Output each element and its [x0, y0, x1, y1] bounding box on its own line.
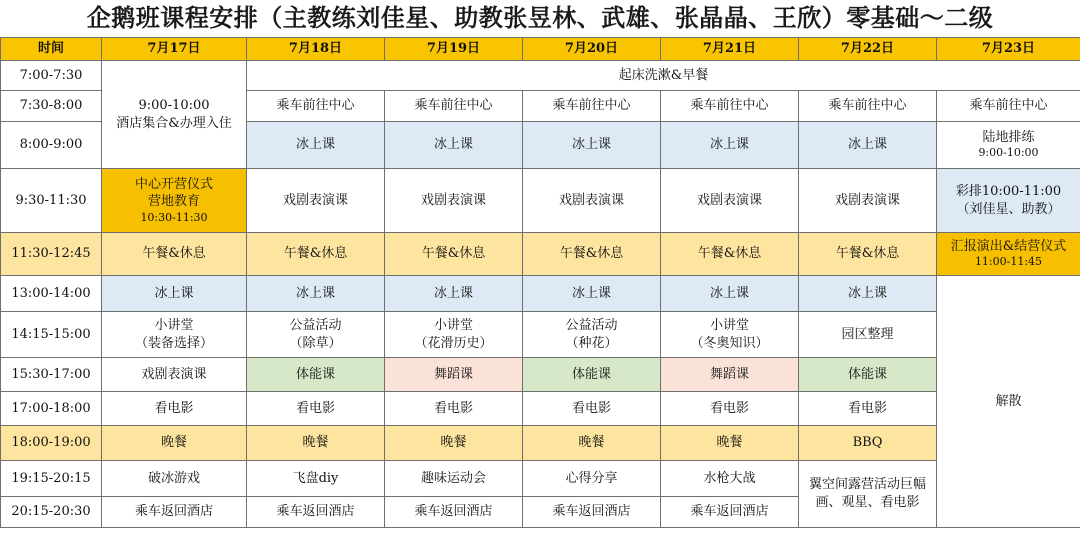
- cell-land-0723: [937, 122, 1080, 169]
- time-cell: 17:00-18:00: [1, 392, 102, 426]
- cell-ice-pm-0722: 冰上课: [799, 276, 937, 312]
- cell-night-0720: 心得分享: [523, 461, 661, 497]
- cell-show-0723: [937, 233, 1080, 276]
- time-cell: 19:15-20:15: [1, 461, 102, 497]
- cell-publicwelfare-0720: [523, 312, 661, 358]
- table-row: [1, 358, 1080, 392]
- cell-garden-0722: 园区整理: [799, 312, 937, 358]
- table-row: [1, 312, 1080, 358]
- cell-movie-0720: 看电影: [523, 392, 661, 426]
- cell-ice-0721: 冰上课: [661, 122, 799, 169]
- cell-movie-0717: 看电影: [102, 392, 247, 426]
- time-cell: 9:30-11:30: [1, 169, 102, 233]
- cell-lunch-0719: 午餐&休息: [385, 233, 523, 276]
- table-row: [1, 426, 1080, 461]
- opening-line1: 中心开营仪式: [134, 176, 213, 192]
- cell-ice-0720: 冰上课: [523, 122, 661, 169]
- header-row: [1, 38, 1080, 61]
- cell-bus-0718: 乘车前往中心: [247, 91, 385, 122]
- lecture-topic: （花滑历史）: [414, 335, 493, 351]
- cell-publicwelfare-0718: [247, 312, 385, 358]
- cell-return-0720: 乘车返回酒店: [523, 497, 661, 528]
- cell-night-0721: 水枪大战: [661, 461, 799, 497]
- cell-0717-checkin: [102, 61, 247, 169]
- cell-drama-0722: 戏剧表演课: [799, 169, 937, 233]
- cell-dinner-0720: 晚餐: [523, 426, 661, 461]
- time-cell: 20:15-20:30: [1, 497, 102, 528]
- cell-bus-0722: 乘车前往中心: [799, 91, 937, 122]
- cell-dinner-0721: 晚餐: [661, 426, 799, 461]
- cell-ice-pm-0721: 冰上课: [661, 276, 799, 312]
- header-day-0723: 7月23日: [937, 38, 1080, 61]
- cell-dance-0719: 舞蹈课: [385, 358, 523, 392]
- cell-ice-0718: 冰上课: [247, 122, 385, 169]
- cell-lunch-0720: 午餐&休息: [523, 233, 661, 276]
- table-row: [1, 233, 1080, 276]
- cell-pm-0717: 戏剧表演课: [102, 358, 247, 392]
- cell-movie-0718: 看电影: [247, 392, 385, 426]
- lecture-topic: （冬奥知识）: [690, 335, 769, 351]
- cell-night-0718: 飞盘diy: [247, 461, 385, 497]
- cell-lecture-0717: [102, 312, 247, 358]
- cell-rehearsal-0723: [937, 169, 1080, 233]
- cell-opening-0717: [102, 169, 247, 233]
- cell-fitness-0718: 体能课: [247, 358, 385, 392]
- time-cell: 7:30-8:00: [1, 91, 102, 122]
- checkin-time: 9:00-10:00: [138, 97, 210, 113]
- cell-return-0718: 乘车返回酒店: [247, 497, 385, 528]
- cell-dinner-0717: 晚餐: [102, 426, 247, 461]
- cell-bus-0723: 乘车前往中心: [937, 91, 1080, 122]
- header-day-0722: 7月22日: [799, 38, 937, 61]
- cell-ice-pm-0718: 冰上课: [247, 276, 385, 312]
- time-cell: 7:00-7:30: [1, 61, 102, 91]
- header-time: 时间: [1, 38, 102, 61]
- cell-drama-0718: 戏剧表演课: [247, 169, 385, 233]
- cell-ice-0719: 冰上课: [385, 122, 523, 169]
- publicwelfare-topic: （除草）: [289, 335, 342, 351]
- cell-lecture-0721: [661, 312, 799, 358]
- cell-lunch-0718: 午餐&休息: [247, 233, 385, 276]
- cell-lunch-0721: 午餐&休息: [661, 233, 799, 276]
- lecture-title: 小讲堂: [709, 317, 749, 333]
- show-text: 汇报演出&结营仪式: [950, 238, 1067, 254]
- header-day-0718: 7月18日: [247, 38, 385, 61]
- table-row: [1, 169, 1080, 233]
- cell-return-0719: 乘车返回酒店: [385, 497, 523, 528]
- cell-movie-0721: 看电影: [661, 392, 799, 426]
- time-cell: 15:30-17:00: [1, 358, 102, 392]
- cell-fitness-0722: 体能课: [799, 358, 937, 392]
- publicwelfare-title: 公益活动: [289, 317, 342, 333]
- cell-drama-0719: 戏剧表演课: [385, 169, 523, 233]
- schedule-table: [0, 37, 1080, 528]
- cell-ice-pm-0717: 冰上课: [102, 276, 247, 312]
- lecture-title: 小讲堂: [154, 317, 194, 333]
- table-row: [1, 61, 1080, 91]
- cell-night-0717: 破冰游戏: [102, 461, 247, 497]
- land-text: 陆地排练: [982, 129, 1035, 145]
- time-cell: 14:15-15:00: [1, 312, 102, 358]
- table-row: [1, 392, 1080, 426]
- show-time: 11:00-11:45: [974, 255, 1043, 269]
- cell-lecture-0719: [385, 312, 523, 358]
- cell-drama-0721: 戏剧表演课: [661, 169, 799, 233]
- cell-lunch-0717: 午餐&休息: [102, 233, 247, 276]
- opening-line2: 营地教育: [147, 194, 200, 210]
- cell-return-0721: 乘车返回酒店: [661, 497, 799, 528]
- page-title: 企鹅班课程安排（主教练刘佳星、助教张昱林、武雄、张晶晶、王欣）零基础～二级: [86, 4, 994, 32]
- checkin-text: 酒店集合&办理入住: [116, 115, 232, 131]
- time-cell: 8:00-9:00: [1, 122, 102, 169]
- header-day-0721: 7月21日: [661, 38, 799, 61]
- rehearsal-who: （刘佳星、助教）: [956, 201, 1061, 217]
- cell-bus-0719: 乘车前往中心: [385, 91, 523, 122]
- cell-movie-0719: 看电影: [385, 392, 523, 426]
- publicwelfare-title: 公益活动: [565, 317, 618, 333]
- time-cell: 13:00-14:00: [1, 276, 102, 312]
- header-day-0720: 7月20日: [523, 38, 661, 61]
- cell-ice-pm-0720: 冰上课: [523, 276, 661, 312]
- cell-drama-0720: 戏剧表演课: [523, 169, 661, 233]
- table-row: [1, 276, 1080, 312]
- table-row: [1, 461, 1080, 497]
- cell-wakeup: 起床洗漱&早餐: [247, 61, 1080, 91]
- cell-night-0719: 趣味运动会: [385, 461, 523, 497]
- time-cell: 18:00-19:00: [1, 426, 102, 461]
- time-cell: 11:30-12:45: [1, 233, 102, 276]
- lecture-title: 小讲堂: [433, 317, 473, 333]
- cell-bus-0720: 乘车前往中心: [523, 91, 661, 122]
- header-day-0719: 7月19日: [385, 38, 523, 61]
- cell-ice-pm-0719: 冰上课: [385, 276, 523, 312]
- cell-camping-0722: 翼空间露营活动巨幅画、观星、看电影: [799, 461, 937, 528]
- land-time: 9:00-10:00: [978, 146, 1039, 160]
- cell-movie-0722: 看电影: [799, 392, 937, 426]
- cell-fitness-0720: 体能课: [523, 358, 661, 392]
- rehearsal-text: 彩排10:00-11:00: [955, 183, 1062, 199]
- cell-dinner-0719: 晚餐: [385, 426, 523, 461]
- lecture-topic: （装备选择）: [134, 335, 213, 351]
- cell-bbq-0722: BBQ: [799, 426, 937, 461]
- cell-bus-0721: 乘车前往中心: [661, 91, 799, 122]
- opening-time: 10:30-11:30: [140, 210, 208, 224]
- cell-dinner-0718: 晚餐: [247, 426, 385, 461]
- cell-ice-0722: 冰上课: [799, 122, 937, 169]
- cell-lunch-0722: 午餐&休息: [799, 233, 937, 276]
- header-day-0717: 7月17日: [102, 38, 247, 61]
- publicwelfare-topic: （种花）: [565, 335, 618, 351]
- cell-return-0717: 乘车返回酒店: [102, 497, 247, 528]
- cell-dismiss-0723: 解散: [937, 276, 1080, 528]
- cell-dance-0721: 舞蹈课: [661, 358, 799, 392]
